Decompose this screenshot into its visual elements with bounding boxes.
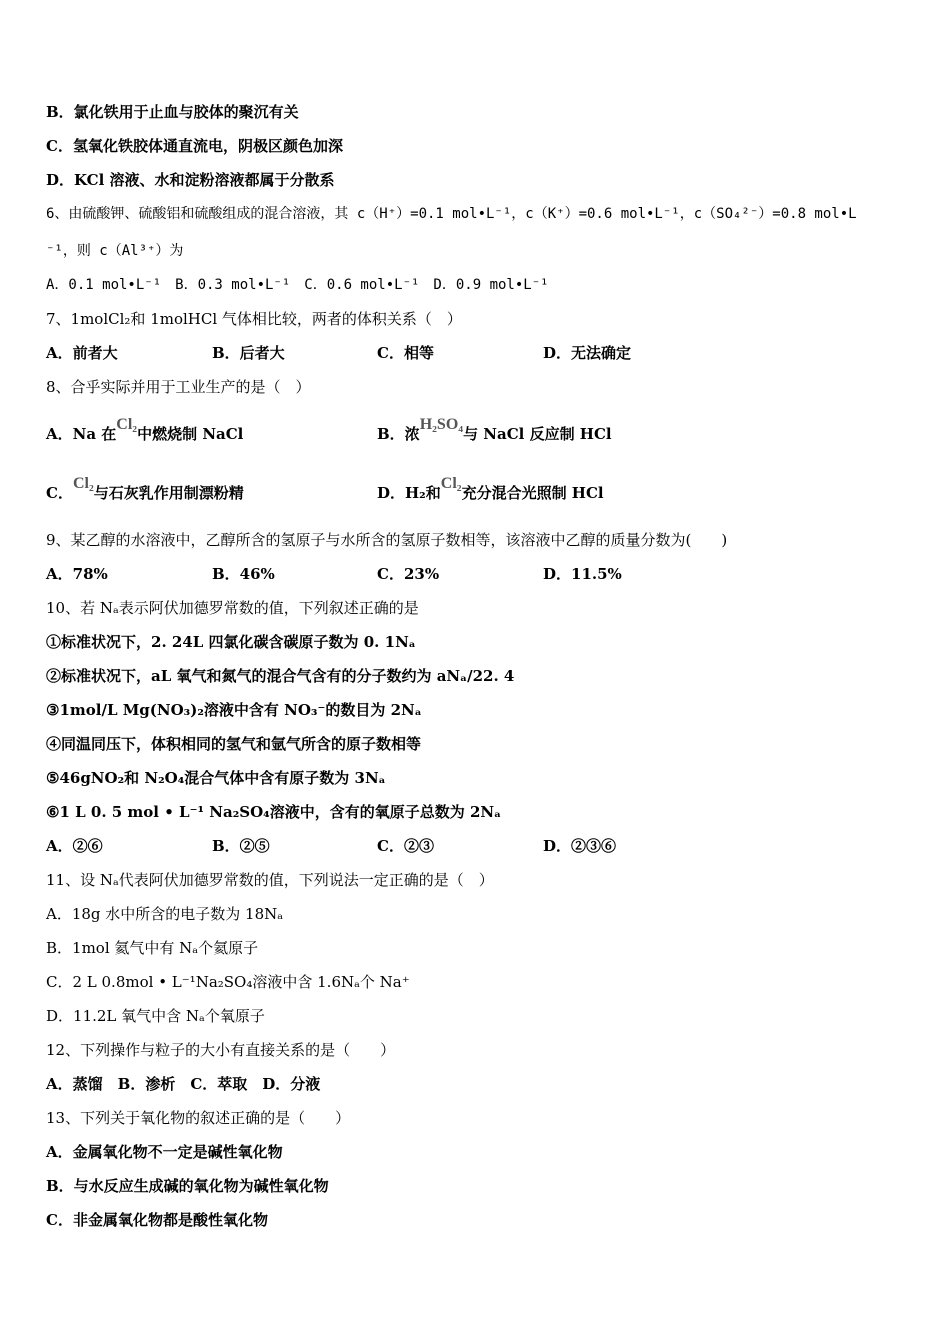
q5-option-d: D．KCl 溶液、水和淀粉溶液都属于分散系	[46, 171, 335, 189]
q8-option-c	[46, 475, 244, 504]
q12-stem: 12、下列操作与粒子的大小有直接关系的是（ ）	[46, 1041, 396, 1059]
q13-option-b: B．与水反应生成碱的氧化物为碱性氧化物	[46, 1177, 329, 1195]
q10-statement-3: ③1mol/L Mg(NO₃)₂溶液中含有 NO₃⁻的数目为 2Nₐ	[46, 701, 422, 719]
q8-d-formula: Cl₂	[440, 475, 462, 492]
q7-option-a: A．前者大	[46, 344, 118, 362]
q10-stem: 10、若 Nₐ表示阿伏加德罗常数的值，下列叙述正确的是	[46, 599, 419, 617]
q9-option-d: D．11.5%	[543, 565, 622, 583]
q8-a-pre: A．Na 在	[46, 425, 117, 443]
q10-statement-2: ②标准状况下，aL 氧气和氮气的混合气含有的分子数约为 aNₐ/22. 4	[46, 667, 515, 685]
q8-c-pre: C．	[46, 484, 73, 502]
q11-option-b: B．1mol 氦气中有 Nₐ个氦原子	[46, 939, 259, 957]
q8-d-post: 充分混合光照制 HCl	[461, 484, 604, 502]
q10-statement-4: ④同温同压下，体积相同的氢气和氩气所含的原子数相等	[46, 735, 422, 753]
q12-options: A．蒸馏 B．渗析 C．萃取 D．分液	[46, 1075, 321, 1093]
q8-b-formula: H₂SO₄	[419, 416, 464, 433]
q10-option-d: D．②③⑥	[543, 837, 617, 855]
q8-option-a	[46, 416, 244, 445]
q8-a-post: 中燃烧制 NaCl	[137, 425, 244, 443]
q5-option-b: B．氯化铁用于止血与胶体的聚沉有关	[46, 103, 299, 121]
q10-option-c: C．②③	[377, 837, 434, 855]
q7-option-b: B．后者大	[212, 344, 285, 362]
q10-option-a: A．②⑥	[46, 837, 103, 855]
q8-c-formula: Cl₂	[72, 475, 94, 492]
q8-stem: 8、合乎实际并用于工业生产的是（ ）	[46, 378, 311, 396]
q13-stem: 13、下列关于氧化物的叙述正确的是（ ）	[46, 1109, 351, 1127]
q7-option-d: D．无法确定	[543, 344, 632, 362]
q13-option-a: A．金属氧化物不一定是碱性氧化物	[46, 1143, 283, 1161]
q7-option-c: C．相等	[377, 344, 434, 362]
q8-b-pre: B．浓	[377, 425, 420, 443]
q8-option-b	[377, 416, 612, 445]
q8-d-pre: D．H₂和	[377, 484, 441, 502]
q10-statement-6: ⑥1 L 0. 5 mol • L⁻¹ Na₂SO₄溶液中，含有的氧原子总数为 2Nₐ	[46, 803, 502, 821]
q6-stem-cont: ⁻¹，则 c（Al³⁺）为	[46, 243, 184, 259]
q10-option-b: B．②⑤	[212, 837, 270, 855]
q8-a-formula: Cl₂	[116, 416, 138, 433]
q8-b-post: 与 NaCl 反应制 HCl	[463, 425, 612, 443]
q11-stem: 11、设 Nₐ代表阿伏加德罗常数的值，下列说法一定正确的是（ ）	[46, 871, 494, 889]
q10-statement-5: ⑤46gNO₂和 N₂O₄混合气体中含有原子数为 3Nₐ	[46, 769, 386, 787]
q13-option-c: C．非金属氧化物都是酸性氧化物	[46, 1211, 268, 1229]
q8-option-d	[377, 475, 604, 504]
q8-c-post: 与石灰乳作用制漂粉精	[93, 484, 244, 502]
q11-option-c: C．2 L 0.8mol • L⁻¹Na₂SO₄溶液中含 1.6Nₐ个 Na⁺	[46, 973, 410, 991]
q6-options: A．0.1 mol•L⁻¹ B．0.3 mol•L⁻¹ C．0.6 mol•L⁻¹ D．0.9 mol•L⁻¹	[46, 277, 549, 293]
q11-option-a: A．18g 水中所含的电子数为 18Nₐ	[46, 905, 284, 923]
q9-option-c: C．23%	[377, 565, 440, 583]
q7-stem: 7、1molCl₂和 1molHCl 气体相比较，两者的体积关系（ ）	[46, 310, 462, 328]
q5-option-c: C．氢氧化铁胶体通直流电，阴极区颜色加深	[46, 137, 343, 155]
q6-stem: 6、由硫酸钾、硫酸铝和硫酸组成的混合溶液，其 c（H⁺）=0.1 mol•L⁻¹，c（K⁺）=0.6 mol•L⁻¹，c（SO₄²⁻）=0.8 mol•L	[46, 206, 857, 222]
q9-stem: 9、某乙醇的水溶液中，乙醇所含的氢原子与水所含的氢原子数相等，该溶液中乙醇的质量分数为( )	[46, 531, 728, 549]
q10-statement-1: ①标准状况下，2. 24L 四氯化碳含碳原子数为 0. 1Nₐ	[46, 633, 416, 651]
q9-option-a: A．78%	[46, 565, 108, 583]
q9-option-b: B．46%	[212, 565, 275, 583]
q11-option-d: D．11.2L 氧气中含 Nₐ个氧原子	[46, 1007, 265, 1025]
